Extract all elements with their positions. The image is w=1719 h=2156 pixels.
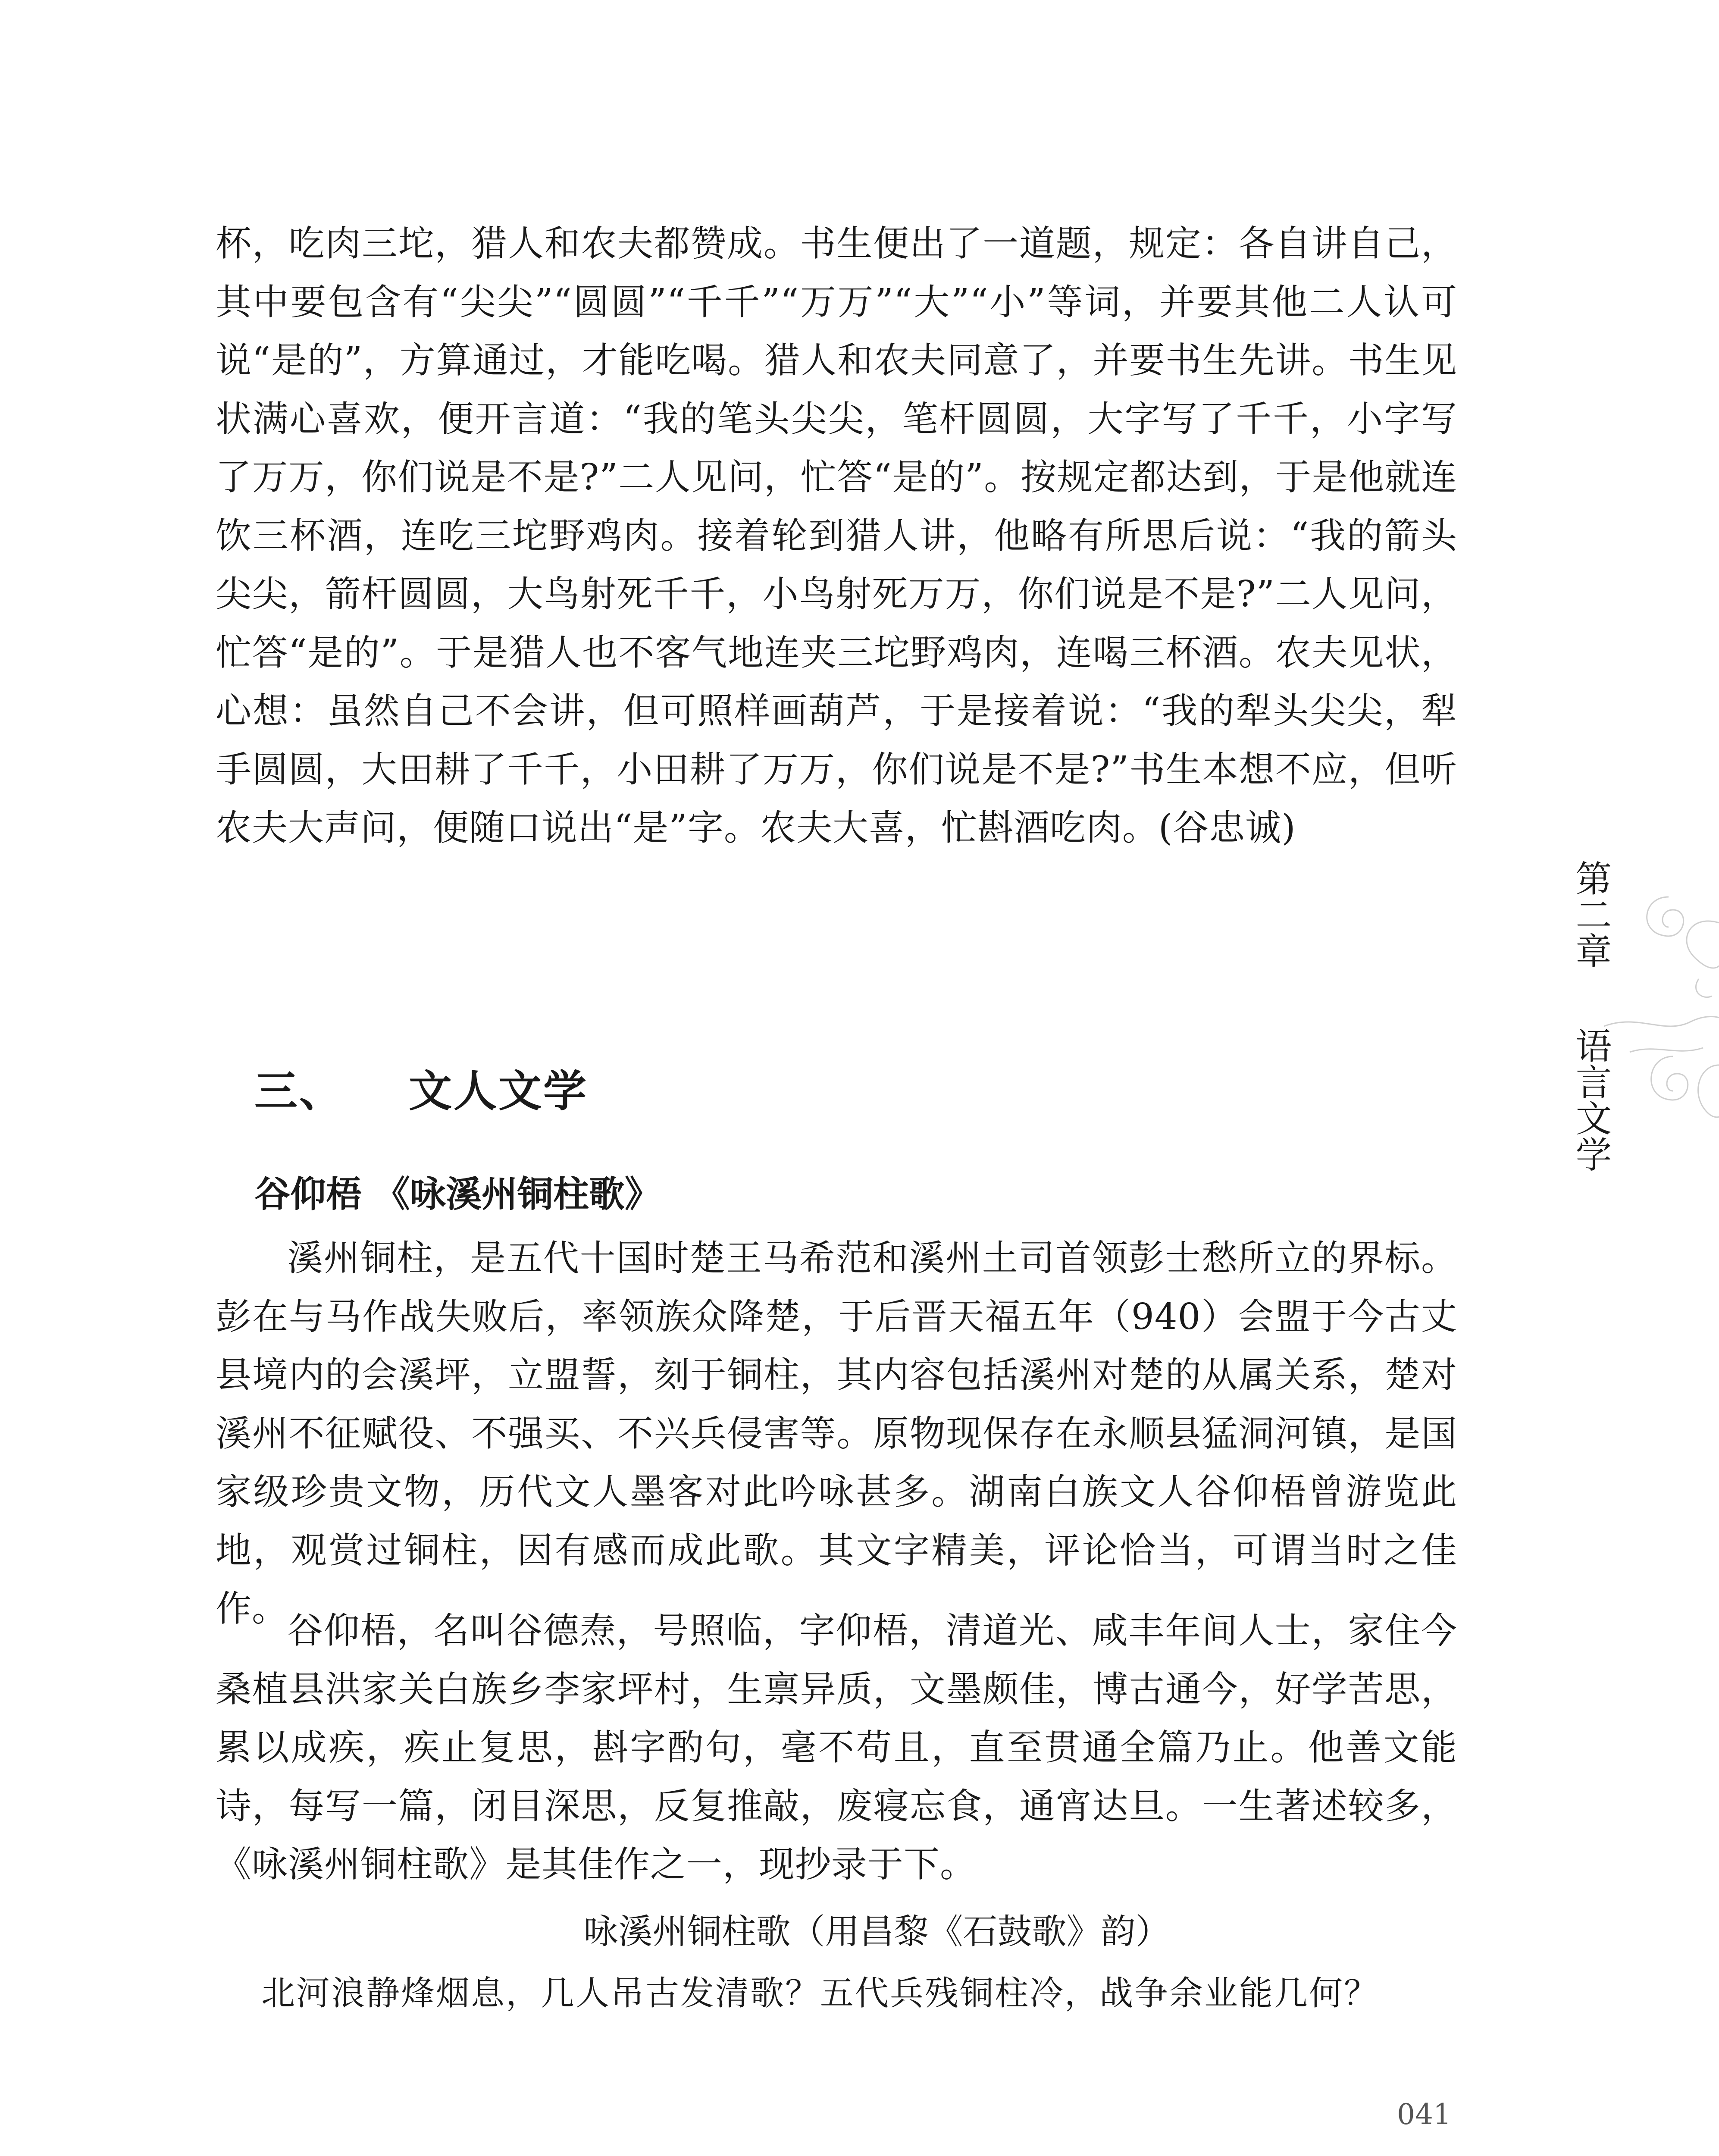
cloud-ornament-icon — [1604, 871, 1719, 1173]
chapter-topic: 语言文学 — [1570, 1027, 1612, 1172]
chapter-tab — [1561, 845, 1621, 1190]
page-number: 041 — [1397, 2098, 1451, 2131]
poem-title: 咏溪州铜柱歌（用昌黎《石鼓歌》韵） — [583, 1912, 1170, 1952]
section-heading — [254, 1056, 588, 1119]
story-paragraph: 杯，吃肉三坨，猎人和农夫都赞成。书生便出了一道题，规定：各自讲自己，其中要包含有“尖尖”“圆圆”“千千”“万万”“大”“小”等词，并要其他二人认可说“是的”，方算通过，才能吃喝。猎人和农夫同意了，并要书生先讲。书生见状满心喜欢，便开言道：“我的笔头尖尖，笔杆圆圆，大字写了千千，小字写了万万，你们说是不是?”二人见问，忙答“是的”。按规定都达到，于是他就连饮三杯酒，连吃三坨野鸡肉。接着轮到猎人讲，他略有所思后说：“我的箭头尖尖，箭杆圆圆，大鸟射死千千，小鸟射死万万，你们说是不是?”二人见问，忙答“是的”。于是猎人也不客气地连夹三坨野鸡肉，连喝三杯酒。农夫见状，心想：虽然自己不会讲，但可照样画葫芦，于是接着说：“我的犁头尖尖，犁手圆圆，大田耕了千千，小田耕了万万，你们说是不是?”书生本想不应，但听农夫大声问，便随口说出“是”字。农夫大喜，忙斟酒吃肉。(谷忠诚) — [216, 222, 1457, 849]
section-title: 文人文学 — [409, 1066, 588, 1116]
section-number: 三、 — [254, 1066, 344, 1116]
poem-line: 北河浪静烽烟息，几人吊古发清歌？五代兵残铜柱冷，战争余业能几何？ — [261, 1974, 1379, 2013]
author-paragraph: 谷仰梧，名叫谷德焘，号照临，字仰梧，清道光、咸丰年间人士，家住今桑植县洪家关白族乡李家坪村，生禀异质，文墨颇佳，博古通今，好学苦思，累以成疾，疾止复思，斟字酌句，毫不苟且，直至贯通全篇乃止。他善文能诗，每写一篇，闭目深思，反复推敲，废寝忘食，通宵达旦。一生著述较多，《咏溪州铜柱歌》是其佳作之一，现抄录于下。 — [216, 1610, 1457, 1885]
intro-paragraph: 溪州铜柱，是五代十国时楚王马希范和溪州土司首领彭士愁所立的界标。彭在与马作战失败后，率领族众降楚，于后晋天福五年（940）会盟于今古丈县境内的会溪坪，立盟誓，刻于铜柱，其内容包括溪州对楚的从属关系，楚对溪州不征赋役、不强买、不兴兵侵害等。原物现保存在永顺县猛洞河镇，是国家级珍贵文物，历代文人墨客对此吟咏甚多。湖南白族文人谷仰梧曾游览此地，观赏过铜柱，因有感而成此歌。其文字精美，评论恰当，可谓当时之佳作。 — [216, 1237, 1457, 1630]
chapter-label: 第二章 — [1570, 860, 1612, 968]
sub-heading: 谷仰梧 《咏溪州铜柱歌》 — [254, 1173, 661, 1215]
